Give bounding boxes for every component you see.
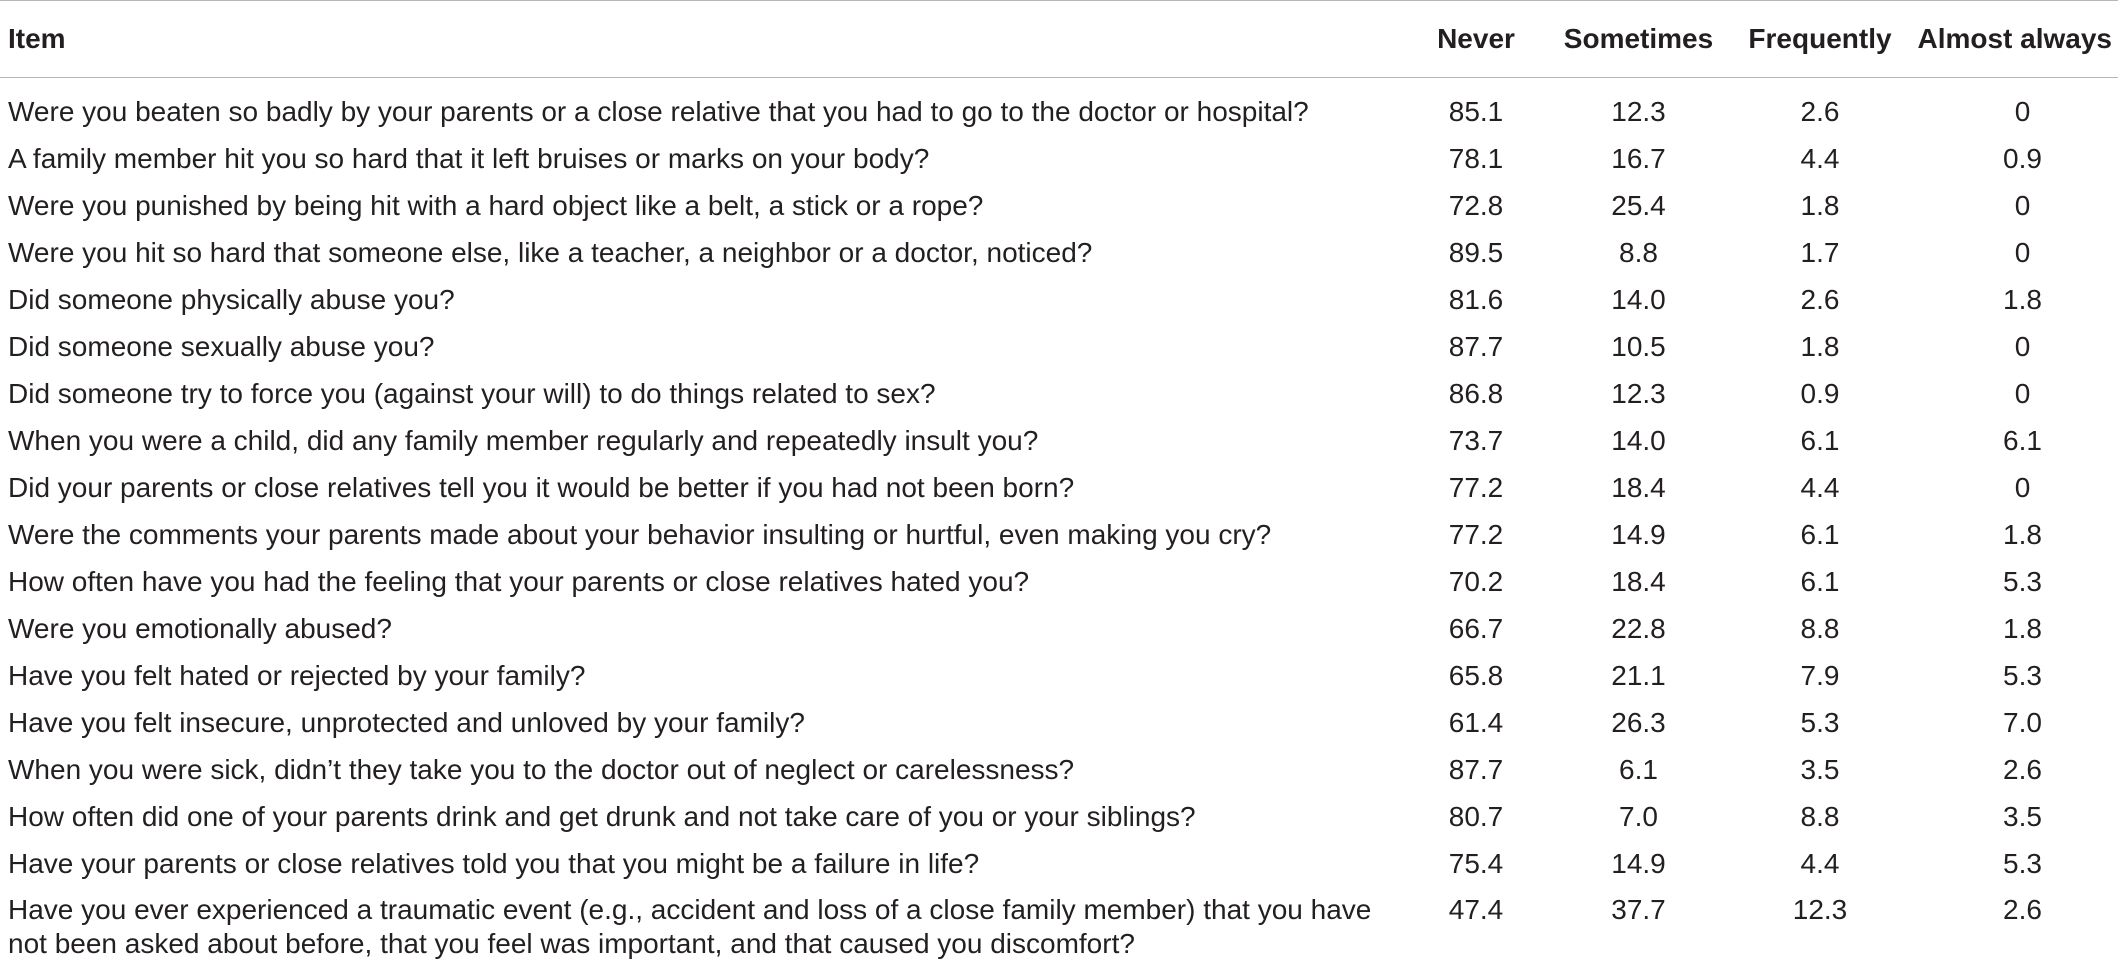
cell-never: 87.7 bbox=[1448, 330, 1504, 362]
cell-never: 66.7 bbox=[1448, 612, 1504, 644]
cell-almost-always: 2.6 bbox=[2003, 894, 2042, 925]
cell-almost-always: 2.6 bbox=[2003, 753, 2042, 785]
cell-frequently: 2.6 bbox=[1800, 95, 1840, 127]
cell-never: 80.7 bbox=[1448, 800, 1504, 832]
table-row bbox=[0, 78, 2118, 136]
table-row bbox=[0, 323, 2118, 370]
cell-almost-always: 0 bbox=[2014, 377, 2031, 409]
cell-never: 47.4 bbox=[1448, 894, 1504, 925]
cell-almost-always: 0 bbox=[2014, 95, 2031, 127]
cell-almost-always: 7.0 bbox=[2003, 706, 2042, 738]
cell-item: Did someone sexually abuse you? bbox=[8, 330, 435, 362]
cell-frequently: 0.9 bbox=[1800, 377, 1840, 409]
cell-frequently: 1.7 bbox=[1800, 236, 1840, 268]
table-row bbox=[0, 135, 2118, 182]
cell-sometimes: 14.9 bbox=[1611, 847, 1666, 879]
cell-almost-always: 0 bbox=[2014, 236, 2031, 268]
cell-sometimes: 21.1 bbox=[1611, 659, 1666, 691]
cell-item: Have you felt hated or rejected by your family? bbox=[8, 659, 586, 691]
cell-sometimes: 18.4 bbox=[1611, 565, 1666, 597]
cell-never: 77.2 bbox=[1448, 518, 1504, 550]
cell-item: Were the comments your parents made about your behavior insulting or hurtful, even making you cry? bbox=[8, 518, 1272, 550]
cell-never: 70.2 bbox=[1448, 565, 1504, 597]
cell-item: Were you beaten so badly by your parents or a close relative that you had to go to the doctor or hospital? bbox=[8, 95, 1309, 127]
table-header bbox=[0, 1, 2118, 78]
cell-frequently: 8.8 bbox=[1800, 800, 1840, 832]
cell-sometimes: 7.0 bbox=[1619, 800, 1658, 832]
cell-never: 86.8 bbox=[1448, 377, 1504, 409]
header-frequently: Frequently bbox=[1748, 23, 1892, 54]
cell-almost-always: 1.8 bbox=[2003, 283, 2042, 315]
header-item: Item bbox=[8, 23, 66, 54]
table-body bbox=[0, 78, 2118, 964]
cell-almost-always: 3.5 bbox=[2003, 800, 2042, 832]
cell-frequently: 6.1 bbox=[1800, 565, 1840, 597]
table-row bbox=[0, 840, 2118, 887]
cell-sometimes: 16.7 bbox=[1611, 142, 1666, 174]
cell-never: 73.7 bbox=[1448, 424, 1504, 456]
cell-frequently: 4.4 bbox=[1800, 847, 1840, 879]
cell-never: 87.7 bbox=[1448, 753, 1504, 785]
cell-never: 77.2 bbox=[1448, 471, 1504, 503]
cell-frequently: 3.5 bbox=[1800, 753, 1840, 785]
cell-frequently: 5.3 bbox=[1800, 706, 1840, 738]
cell-never: 81.6 bbox=[1448, 283, 1504, 315]
cell-never: 65.8 bbox=[1448, 659, 1504, 691]
cell-frequently: 4.4 bbox=[1800, 471, 1840, 503]
cell-frequently: 12.3 bbox=[1792, 894, 1848, 925]
cell-never: 72.8 bbox=[1448, 189, 1504, 221]
cell-frequently: 4.4 bbox=[1800, 142, 1840, 174]
cell-item: Have your parents or close relatives told you that you might be a failure in life? bbox=[8, 847, 980, 879]
cell-item: When you were sick, didn’t they take you to the doctor out of neglect or carelessness? bbox=[8, 753, 1075, 785]
cell-never: 78.1 bbox=[1448, 142, 1504, 174]
cell-almost-always: 0 bbox=[2014, 189, 2031, 221]
table-row bbox=[0, 511, 2118, 558]
cell-frequently: 7.9 bbox=[1800, 659, 1840, 691]
table-row bbox=[0, 793, 2118, 840]
table-row bbox=[0, 746, 2118, 793]
cell-item: When you were a child, did any family member regularly and repeatedly insult you? bbox=[8, 424, 1039, 456]
cell-sometimes: 14.9 bbox=[1611, 518, 1666, 550]
header-almost-always: Almost always bbox=[1917, 23, 2112, 54]
cell-sometimes: 12.3 bbox=[1611, 377, 1666, 409]
cell-almost-always: 5.3 bbox=[2003, 565, 2042, 597]
cell-sometimes: 37.7 bbox=[1611, 894, 1666, 925]
cell-sometimes: 14.0 bbox=[1611, 283, 1666, 315]
table-row bbox=[0, 605, 2118, 652]
cell-frequently: 6.1 bbox=[1800, 518, 1840, 550]
cell-never: 75.4 bbox=[1448, 847, 1504, 879]
header-row bbox=[0, 1, 2118, 78]
cell-item: Have you felt insecure, unprotected and unloved by your family? bbox=[8, 706, 805, 738]
cell-item: Have you ever experienced a traumatic event (e.g., accident and loss of a close family member) that you have not been asked about before, that you feel was important, and that caused you discomfort? bbox=[8, 894, 1372, 959]
cell-almost-always: 1.8 bbox=[2003, 518, 2042, 550]
cell-almost-always: 5.3 bbox=[2003, 659, 2042, 691]
table-row bbox=[0, 558, 2118, 605]
cell-never: 85.1 bbox=[1448, 95, 1504, 127]
cell-sometimes: 18.4 bbox=[1611, 471, 1666, 503]
cell-frequently: 6.1 bbox=[1800, 424, 1840, 456]
table-row bbox=[0, 652, 2118, 699]
cell-frequently: 8.8 bbox=[1800, 612, 1840, 644]
table-row bbox=[0, 464, 2118, 511]
cell-almost-always: 0.9 bbox=[2003, 142, 2042, 174]
cell-almost-always: 6.1 bbox=[2003, 424, 2042, 456]
cell-item: Did someone try to force you (against your will) to do things related to sex? bbox=[8, 377, 936, 409]
cell-almost-always: 0 bbox=[2014, 471, 2031, 503]
cell-item: Were you hit so hard that someone else, like a teacher, a neighbor or a doctor, noticed? bbox=[8, 236, 1093, 268]
cell-frequently: 1.8 bbox=[1800, 189, 1840, 221]
cell-item: How often did one of your parents drink and get drunk and not take care of you or your siblings? bbox=[8, 800, 1196, 832]
table-row bbox=[0, 417, 2118, 464]
header-never: Never bbox=[1437, 23, 1515, 54]
cell-sometimes: 10.5 bbox=[1611, 330, 1666, 362]
cell-item: Did your parents or close relatives tell you it would be better if you had not been born? bbox=[8, 471, 1075, 503]
cell-sometimes: 12.3 bbox=[1611, 95, 1666, 127]
cell-frequently: 2.6 bbox=[1800, 283, 1840, 315]
table-row bbox=[0, 276, 2118, 323]
cell-sometimes: 26.3 bbox=[1611, 706, 1666, 738]
cell-item: A family member hit you so hard that it left bruises or marks on your body? bbox=[8, 142, 930, 174]
cell-sometimes: 25.4 bbox=[1611, 189, 1666, 221]
cell-never: 89.5 bbox=[1448, 236, 1504, 268]
cell-sometimes: 6.1 bbox=[1619, 753, 1658, 785]
cell-almost-always: 0 bbox=[2014, 330, 2031, 362]
cell-item: Were you punished by being hit with a hard object like a belt, a stick or a rope? bbox=[8, 189, 984, 221]
cell-almost-always: 1.8 bbox=[2003, 612, 2042, 644]
cell-frequently: 1.8 bbox=[1800, 330, 1840, 362]
cell-almost-always: 5.3 bbox=[2003, 847, 2042, 879]
cell-item: Were you emotionally abused? bbox=[8, 612, 392, 644]
cell-never: 61.4 bbox=[1448, 706, 1504, 738]
cell-sometimes: 22.8 bbox=[1611, 612, 1666, 644]
table-row bbox=[0, 182, 2118, 229]
header-sometimes: Sometimes bbox=[1563, 23, 1714, 54]
cell-sometimes: 8.8 bbox=[1619, 236, 1658, 268]
cell-sometimes: 14.0 bbox=[1611, 424, 1666, 456]
table-row bbox=[0, 699, 2118, 746]
table-row bbox=[0, 887, 2118, 963]
cell-item: How often have you had the feeling that your parents or close relatives hated you? bbox=[8, 565, 1030, 597]
table-row bbox=[0, 370, 2118, 417]
table-row bbox=[0, 229, 2118, 276]
cell-item: Did someone physically abuse you? bbox=[8, 283, 455, 315]
